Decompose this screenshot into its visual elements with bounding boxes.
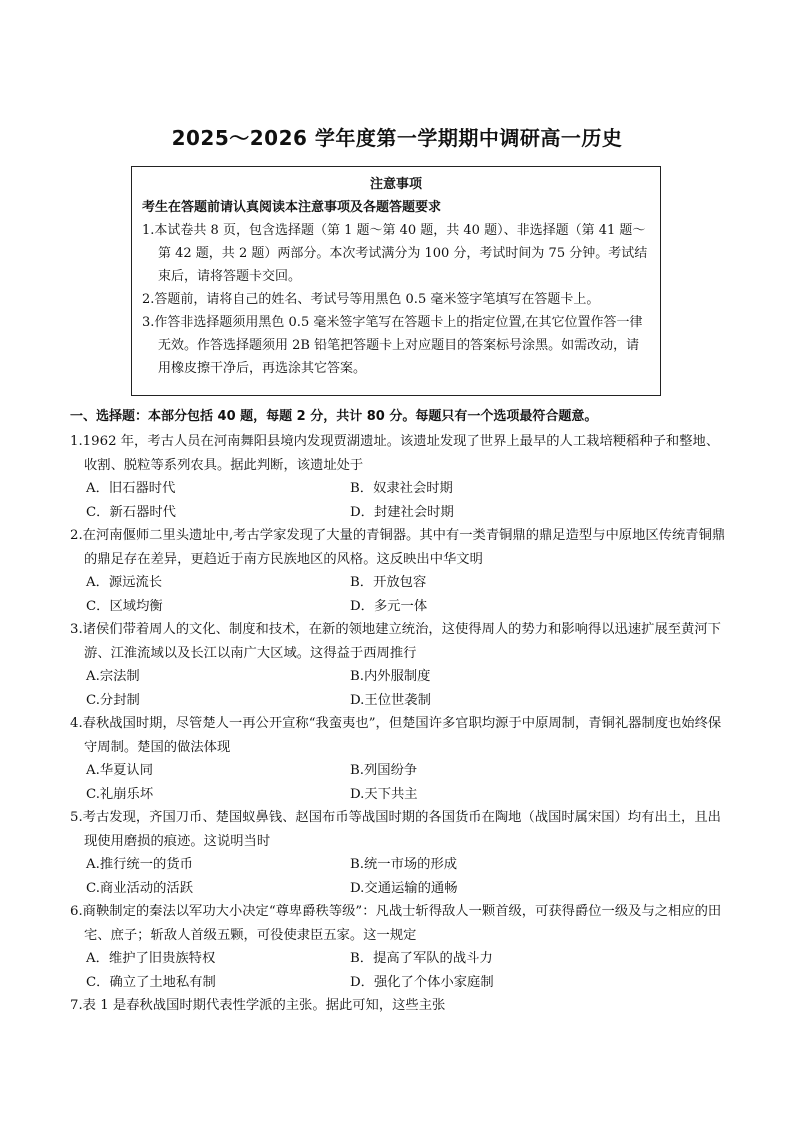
option-a: A．源远流长: [86, 575, 163, 590]
section-heading: 一、选择题：本部分包括 40 题，每题 2 分，共计 80 分。每题只有一个选项最符合题意。: [70, 409, 598, 424]
option-a: A.宗法制: [86, 669, 140, 684]
option-c: C．区域均衡: [86, 598, 163, 614]
question-stem: 3.诸侯们带着周人的文化、制度和技术，在新的领地建立统治，这使得周人的势力和影响得以迅速扩展至黄河下游、江淮流域以及长江以南广大区域。这得益于西周推行: [70, 622, 721, 661]
option-c: C．新石器时代: [86, 504, 176, 520]
option-a: A.推行统一的货币: [86, 857, 193, 872]
option-group: [70, 477, 726, 524]
option-c: C．确立了土地私有制: [86, 974, 216, 990]
option-d: D.王位世袭制: [350, 692, 431, 708]
question-1: [70, 430, 726, 524]
option-group: [70, 853, 726, 900]
option-c: C.商业活动的活跃: [86, 880, 194, 896]
option-c: C.礼崩乐坏: [86, 786, 154, 802]
question-3: [70, 618, 726, 712]
option-c: C.分封制: [86, 692, 140, 708]
notice-item: 3.作答非选择题须用黑色 0.5 毫米签字笔写在答题卡上的指定位置,在其它位置作答一律无效。作答选择题须用 2B 铅笔把答题卡上对应题目的答案标号涂黑。如需改动，请用橡皮擦干净后，再选涂其它答案。: [142, 315, 643, 376]
notice-heading: 注意事项: [369, 177, 422, 192]
option-d: D.天下共主: [350, 786, 418, 802]
option-a: A．维护了旧贵族特权: [86, 951, 216, 966]
notice-subheading: 考生在答题前请认真阅读本注意事项及各题答题要求: [142, 200, 442, 215]
question-stem: 2.在河南偃师二里头遗址中,考古学家发现了大量的青铜器。其中有一类青铜鼎的鼎足造型与中原地区传统青铜鼎的鼎足存在差异，更趋近于南方民族地区的风格。这反映出中华文明: [70, 528, 726, 567]
question-list: [70, 430, 726, 1018]
notice-item: 2.答题前，请将自己的姓名、考试号等用黑色 0.5 毫米签字笔填写在答题卡上。: [142, 292, 600, 307]
question-stem: 5.考古发现，齐国刀币、楚国蚁鼻钱、赵国布币等战国时期的各国货币在陶地（战国时属宋国）均有出土，且出现使用磨损的痕迹。这说明当时: [70, 810, 721, 849]
option-d: D．多元一体: [350, 598, 428, 614]
option-group: [70, 665, 726, 712]
option-a: A.华夏认同: [86, 763, 154, 778]
notice-item: 1.本试卷共 8 页，包含选择题（第 1 题～第 40 题，共 40 题）、非选择题（第 41 题～第 42 题，共 2 题）两部分。本次考试满分为 100 分，考试时间为 75 分钟。考试结束后，请将答题卡交回。: [142, 223, 648, 284]
notice-box: [131, 166, 661, 396]
option-b: B．开放包容: [350, 575, 427, 590]
option-a: A．旧石器时代: [86, 481, 176, 496]
option-b: B.内外服制度: [350, 669, 431, 684]
option-b: B.统一市场的形成: [350, 857, 458, 872]
option-b: B．奴隶社会时期: [350, 481, 453, 496]
option-b: B．提高了军队的战斗力: [350, 951, 493, 966]
question-6: [70, 900, 726, 994]
option-d: D．强化了个体小家庭制: [350, 974, 494, 990]
question-stem: 4.春秋战国时期，尽管楚人一再公开宣称“我蛮夷也”，但楚国许多官职均源于中原周制，青铜礼器制度也始终保守周制。楚国的做法体现: [70, 716, 722, 755]
question-stem: 1.1962 年，考古人员在河南舞阳县境内发现贾湖遗址。该遗址发现了世界上最早的人工栽培粳稻种子和整地、收割、脱粒等系列农具。据此判断，该遗址处于: [70, 434, 720, 473]
question-5: [70, 806, 726, 900]
question-stem: 6.商鞅制定的秦法以军功大小决定“尊卑爵秩等级”：凡战士斩得敌人一颗首级，可获得爵位一级及与之相应的田宅、庶子；斩敌人首级五颗，可役使隶臣五家。这一规定: [70, 904, 722, 943]
option-group: [70, 759, 726, 806]
option-d: D．封建社会时期: [350, 504, 454, 520]
option-group: [70, 571, 726, 618]
question-4: [70, 712, 726, 806]
option-b: B.列国纷争: [350, 763, 418, 778]
option-group: [70, 947, 726, 994]
question-7: [70, 994, 726, 1018]
option-d: D.交通运输的通畅: [350, 880, 458, 896]
page-title: 2025～2026 学年度第一学期期中调研高一历史: [171, 126, 623, 150]
question-stem: 7.表 1 是春秋战国时期代表性学派的主张。据此可知，这些主张: [70, 998, 446, 1013]
question-2: [70, 524, 726, 618]
